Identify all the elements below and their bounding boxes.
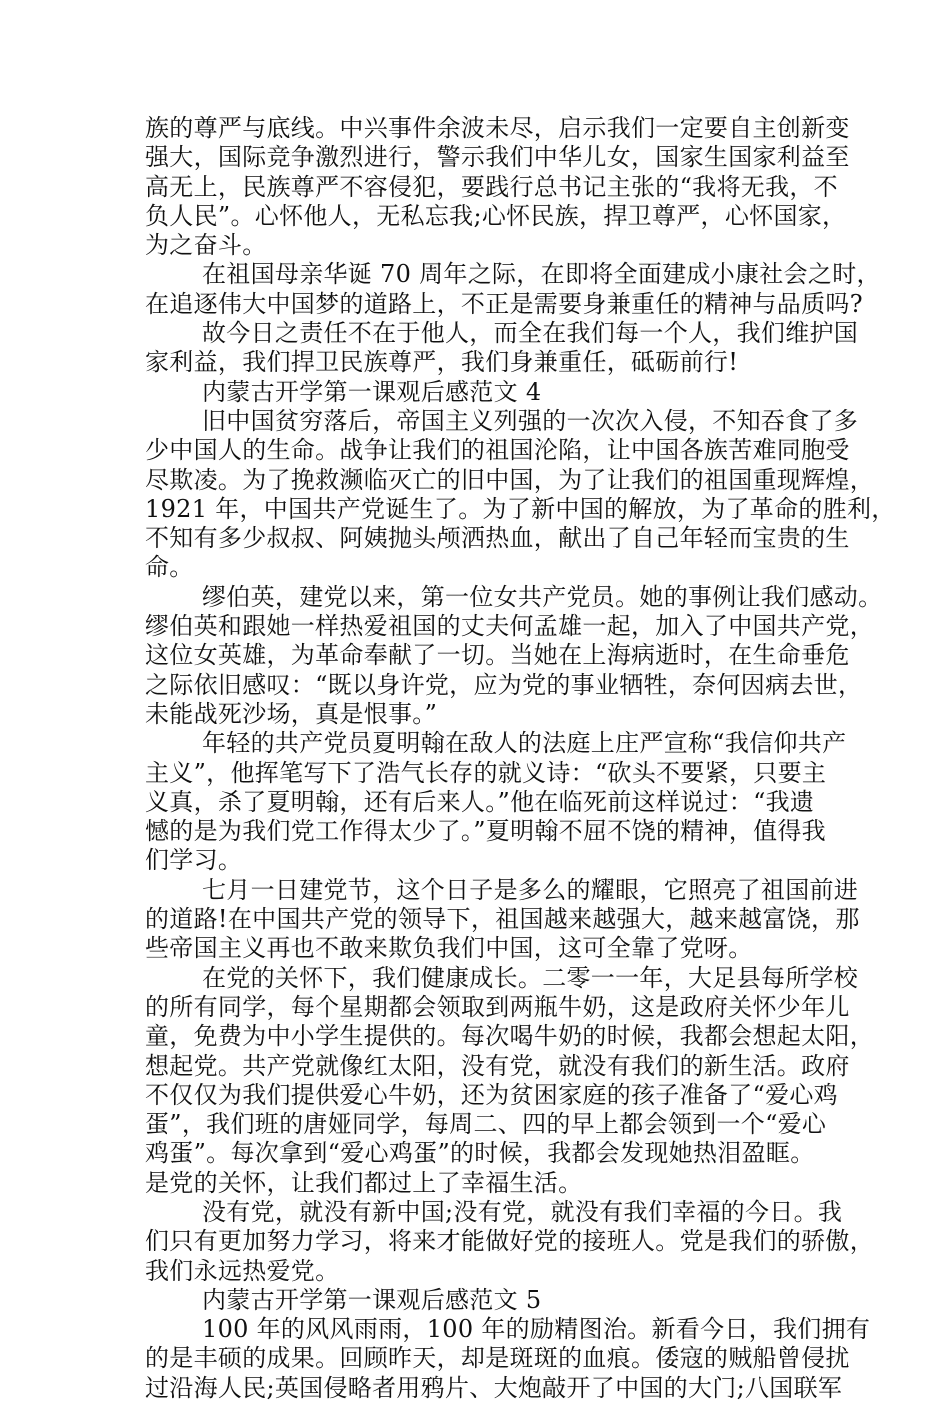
text-line: 是党的关怀，让我们都过上了幸福生活。 [145,1168,583,1197]
text-line: 之际依旧感叹：“既以身许党，应为党的事业牺牲，奈何因病去世， [145,670,863,699]
document-body [145,114,896,1403]
text-line: 这位女英雄，为革命奉献了一切。当她在上海病逝时，在生命垂危 [145,641,850,670]
text-line: 憾的是为我们党工作得太少了。”夏明翰不屈不饶的精神，值得我 [145,817,826,846]
text-line: 1921 年，中国共产党诞生了。为了新中国的解放，为了革命的胜利， [145,494,896,523]
text-line: 家利益，我们捍卫民族尊严，我们身兼重任，砥砺前行! [145,348,739,377]
text-line: 为之奋斗。 [145,231,267,260]
text-line: 高无上，民族尊严不容侵犯，要践行总书记主张的“我将无我，不 [145,172,838,201]
text-line: 内蒙古开学第一课观后感范文 4 [202,377,542,406]
text-line: 没有党，就没有新中国;没有党，就没有我们幸福的今日。我 [202,1197,843,1226]
text-line: 主义”，他挥笔写下了浩气长存的就义诗：“砍头不要紧，只要主 [145,758,827,787]
text-line: 不知有多少叔叔、阿姨抛头颅洒热血，献出了自己年轻而宝贵的生 [145,524,850,553]
text-line: 强大，国际竞争激烈进行，警示我们中华儿女，国家生国家利益至 [145,143,850,172]
text-line: 想起党。共产党就像红太阳，没有党，就没有我们的新生活。政府 [145,1051,850,1080]
text-line: 缪伯英和跟她一样热爱祖国的丈夫何孟雄一起，加入了中国共产党， [145,612,874,641]
text-line: 年轻的共产党员夏明翰在敌人的法庭上庄严宣称“我信仰共产 [202,729,847,758]
text-line: 未能战死沙场，真是恨事。” [145,699,438,728]
text-line: 们学习。 [145,846,243,875]
text-line: 的是丰硕的成果。回顾昨天，却是斑斑的血痕。倭寇的贼船曾侵扰 [145,1344,850,1373]
text-line: 鸡蛋”。每次拿到“爱心鸡蛋”的时候，我都会发现她热泪盈眶。 [145,1139,815,1168]
text-line: 我们永远热爱党。 [145,1256,340,1285]
text-line: 命。 [145,553,194,582]
text-line: 过沿海人民;英国侵略者用鸦片、大炮敲开了中国的大门;八国联军 [145,1373,843,1402]
text-line: 负人民”。心怀他人，无私忘我;心怀民族，捍卫尊严，心怀国家， [145,201,847,230]
text-line: 在追逐伟大中国梦的道路上，不正是需要身兼重任的精神与品质吗? [145,289,863,318]
text-line: 在党的关怀下，我们健康成长。二零一一年，大足县每所学校 [202,963,859,992]
text-line: 们只有更加努力学习，将来才能做好党的接班人。党是我们的骄傲， [145,1227,874,1256]
text-line: 旧中国贫穷落后，帝国主义列强的一次次入侵，不知吞食了多 [202,406,859,435]
text-line: 在祖国母亲华诞 70 周年之际，在即将全面建成小康社会之时， [202,260,881,289]
text-line: 族的尊严与底线。中兴事件余波未尽，启示我们一定要自主创新变 [145,114,850,142]
text-line: 故今日之责任不在于他人，而全在我们每一个人，我们维护国 [202,319,859,348]
text-line: 尽欺凌。为了挽救濒临灭亡的旧中国，为了让我们的祖国重现辉煌， [145,465,874,494]
text-line: 不仅仅为我们提供爱心牛奶，还为贫困家庭的孩子准备了“爱心鸡 [145,1080,838,1109]
text-line: 些帝国主义再也不敢来欺负我们中国，这可全靠了党呀。 [145,934,753,963]
text-line: 七月一日建党节，这个日子是多么的耀眼，它照亮了祖国前进 [202,875,859,904]
text-line: 内蒙古开学第一课观后感范文 5 [202,1285,542,1314]
text-line: 蛋”，我们班的唐娅同学，每周二、四的早上都会领到一个“爱心 [145,1110,827,1139]
text-line: 童，免费为中小学生提供的。每次喝牛奶的时候，我都会想起太阳， [145,1022,874,1051]
text-line: 的所有同学，每个星期都会领取到两瓶牛奶，这是政府关怀少年儿 [145,992,850,1021]
text-line: 的道路!在中国共产党的领导下，祖国越来越强大，越来越富饶，那 [145,905,860,934]
text-line: 100 年的风风雨雨，100 年的励精图治。新看今日，我们拥有 [202,1315,871,1344]
text-line: 义真，杀了夏明翰，还有后来人。”他在临死前这样说过：“我遗 [145,787,815,816]
text-line: 少中国人的生命。战争让我们的祖国沦陷，让中国各族苦难同胞受 [145,436,850,465]
text-line: 缪伯英，建党以来，第一位女共产党员。她的事例让我们感动。 [202,582,883,611]
